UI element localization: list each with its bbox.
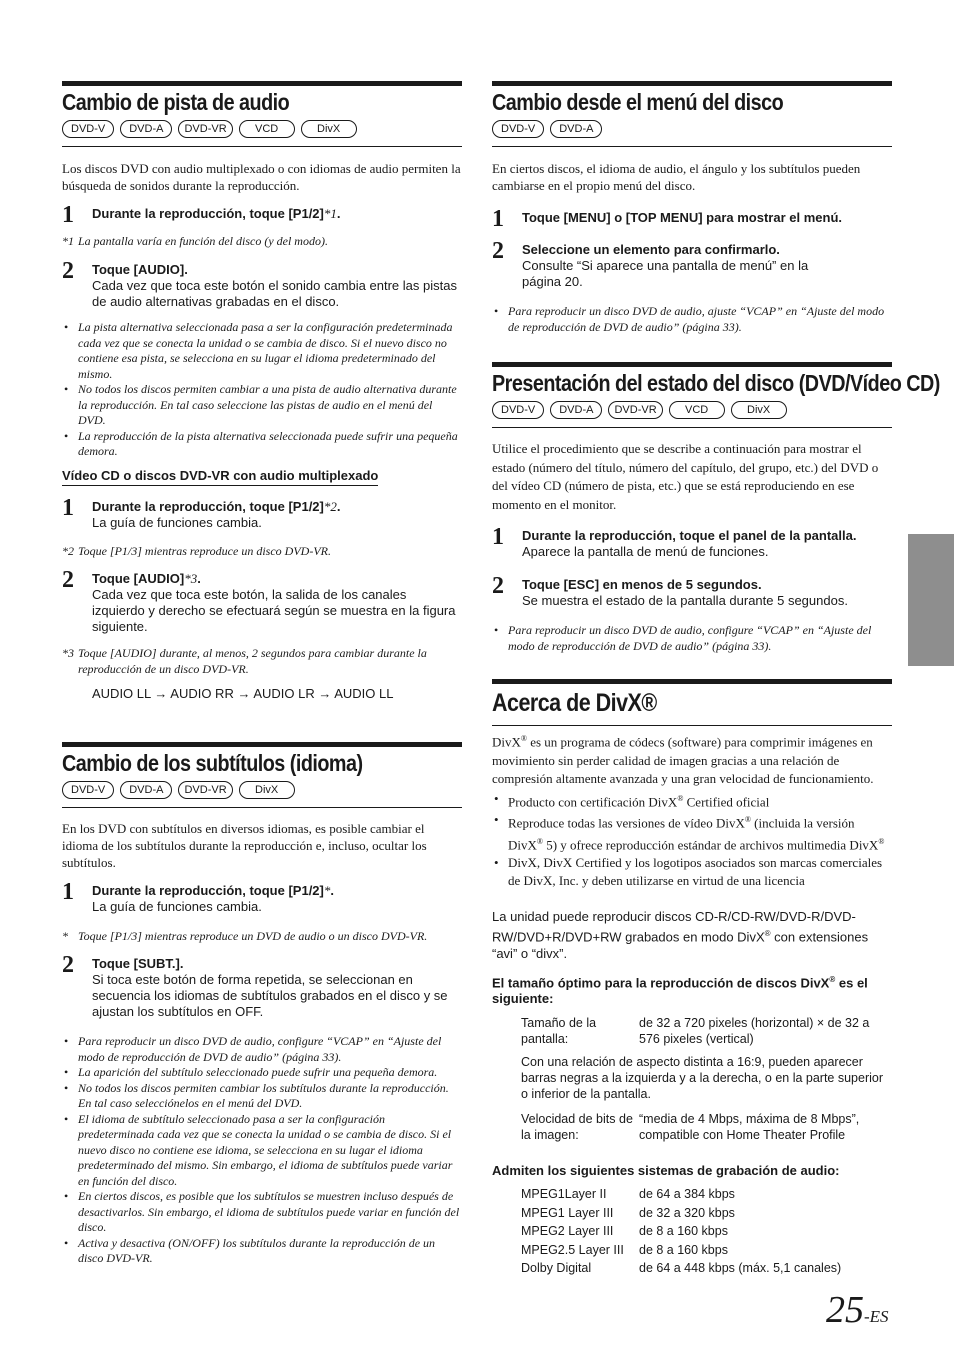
vcd-footnote-2: *2 Toque [P1/3] mientras reproduce un disco DVD-VR. [62,544,331,558]
subs-step-2: 2 Toque [SUBT.]. Si toca este botón de forma repetida, se seleccionan en secuencia los idiomas de subtítulos grabados en el disco y se ajustan los subtítulos en OFF. [62,952,448,1019]
audio-section-header [62,81,462,147]
audio-section-title: Cambio de pista de audio [62,89,290,115]
note-item: • El idioma de subtítulo seleccionado pasa a ser la configuración predeterminada cada vez que se conecta la unidad o se cambia de disco. Si el nuevo disco no contiene ese idioma, se selecciona en su lugar el idioma predeterminado del mismo. Sin embargo, el idioma de subtítulos puede variar en función del disco. [62,1112,462,1190]
feature-item: • Producto con certificación DivX® Certified oficial [492,790,892,811]
p12-button-label: [P1/2] [288,499,324,514]
esc-button-label: [ESC] [563,577,600,592]
subt-button-label: [SUBT.] [133,956,180,971]
divx-size-heading: El tamaño óptimo para la reproducción de discos DivX® es el siguiente: [492,975,868,1007]
divx-playback-info: La unidad puede reproducir discos CD-R/CD-RW/DVD-R/DVD-RW/DVD+R/DVD+RW grabados en modo DivX® con extensiones “avi” o “divx”. [492,909,869,962]
footnote-ref: *3 [184,571,198,586]
subs-footnote: * Toque [P1/3] mientras reproduce un DVD de audio o un disco DVD-VR. [62,929,428,943]
divx-section-header [492,679,892,726]
divx-section-title: Acerca de DivX® [492,689,657,717]
tag-dvd-v: DVD-V [492,401,544,419]
step-number: 1 [492,524,504,550]
tag-dvd-a: DVD-A [550,401,602,419]
status-section-header [492,362,940,428]
step-number: 2 [492,573,504,599]
menu-button-label: [MENU] [563,210,611,225]
audio-channel-sequence: AUDIO LL → AUDIO RR → AUDIO LR → AUDIO LL [92,686,394,701]
divx-features [492,790,892,890]
tag-vcd: VCD [669,401,725,419]
tag-divx: DivX [731,401,787,419]
tag-dvd-a: DVD-A [120,781,172,799]
tag-divx: DivX [301,120,357,138]
note-item: • Para reproducir un disco DVD de audio, configure “VCAP” en “Ajuste del modo de reproducción de DVD de audio” (página 33). [62,1034,462,1065]
status-section-title: Presentación del estado del disco (DVD/Vídeo CD) [492,370,940,396]
tag-dvd-a: DVD-A [550,120,602,138]
vcd-step-1: 1 Durante la reproducción, toque [P1/2]*2. La guía de funciones cambia. [62,495,341,530]
audio-format-row: MPEG1Layer II de 64 a 384 kbps [521,1187,735,1201]
subs-notes [62,1034,462,1267]
audio-format-row: Dolby Digital de 64 a 448 kbps (máx. 5,1 canales) [521,1261,842,1275]
menu-section-title: Cambio desde el menú del disco [492,89,784,115]
audio-intro: Los discos DVD con audio multiplexado o con idiomas de audio permiten la búsqueda de sonidos durante la reproducción. [62,161,461,193]
audio-button-label: [AUDIO] [133,262,185,277]
tag-divx: DivX [239,781,295,799]
divx-intro: DivX® es un programa de códecs (software) para comprimir imágenes en movimiento sin perder calidad de imagen gracias a una relación de compresión altamente avanzada y una gran velocidad de funcionamiento. [492,734,874,787]
subs-disc-tags [62,777,462,807]
vcd-footnote-3: *3 Toque [AUDIO] durante, al menos, 2 segundos para cambiar durante la reproducción de un disco DVD-VR. [62,646,427,676]
note-item: • En ciertos discos, es posible que los subtítulos se muestren incluso después de desactivarlos. Sin embargo, el idioma de subtítulos puede variar en función del disco. [62,1189,462,1236]
spec-row [521,1111,891,1143]
menu-step-1: 1 Toque [MENU] o [TOP MENU] para mostrar el menú. [492,206,843,232]
spec-value: “media de 4 Mbps, máxima de 8 Mbps”, compatible con Home Theater Profile [639,1112,860,1142]
divx-audio-heading: Admiten los siguientes sistemas de grabación de audio: [492,1163,840,1178]
divx-aspect-note: Con una relación de aspecto distinta a 16:9, pueden aparecer barras negras a la izquierda y a la derecha, o en la parte superior o inferior de la pantalla. [521,1055,884,1101]
step-number: 2 [62,952,74,978]
page-number: 25-ES [826,1289,889,1331]
status-notes [492,623,892,654]
note-item: • La reproducción de la pista alternativa seleccionada puede sufrir una pequeña demora. [62,429,462,460]
tag-vcd: VCD [239,120,295,138]
audio-button-label: [AUDIO] [133,571,185,586]
note-item: • La aparición del subtítulo seleccionado puede sufrir una pequeña demora. [62,1065,462,1081]
audio-format-row: MPEG1 Layer III de 32 a 320 kbps [521,1205,735,1220]
step-number: 2 [492,238,504,264]
top-menu-button-label: [TOP MENU] [625,210,703,225]
vcd-step-2: 2 Toque [AUDIO]*3. Cada vez que toca este botón, la salida de los canales izquierdo y derecho se efectuará según se muestra en la figura siguiente. [62,567,456,634]
note-item: • No todos los discos permiten cambiar a una pista de audio alternativa durante la reproducción. En tal caso seleccione las pistas de audio en el menú del DVD. [62,382,462,429]
tag-dvd-vr: DVD-VR [608,401,662,419]
step-number: 1 [62,879,74,905]
p12-button-label: [P1/2] [288,206,324,221]
audio-format-row: MPEG2 Layer III de 8 a 160 kbps [521,1224,728,1238]
tag-dvd-a: DVD-A [120,120,172,138]
spec-label: Tamaño de la pantalla: [521,1016,597,1046]
footnote-ref: * [323,883,331,898]
divx-size-table [521,1015,891,1047]
note-item: • Activa y desactiva (ON/OFF) los subtítulos durante la reproducción de un disco DVD-VR. [62,1236,462,1267]
step-number: 2 [62,567,74,593]
note-item: • La pista alternativa seleccionada pasa a ser la configuración predeterminada cada vez que se conecta la unidad o se cambia de disco. Si el nuevo disco no contiene esa pista, se selecciona en su lugar el idioma predeterminado del mismo. [62,320,462,382]
audio-footnote-1: *1 La pantalla varía en función del disco (y del modo). [62,234,328,248]
language-suffix: -ES [864,1307,889,1326]
tag-dvd-v: DVD-V [492,120,544,138]
footnote-ref: *2 [323,499,337,514]
registered-mark: ® [641,689,657,717]
note-item: • Para reproducir un disco DVD de audio, configure “VCAP” en “Ajuste del modo de reproducción de DVD de audio” (página 33). [492,623,892,654]
spec-value: de 32 a 720 pixeles (horizontal) × de 32 a 576 pixeles (vertical) [639,1016,870,1046]
audio-format-row: MPEG2.5 Layer III de 8 a 160 kbps [521,1242,728,1257]
subs-step-1: 1 Durante la reproducción, toque [P1/2]*. La guía de funciones cambia. [62,879,334,914]
status-step-2: 2 Toque [ESC] en menos de 5 segundos. Se muestra el estado de la pantalla durante 5 segundos. [492,573,848,608]
menu-step-2: 2 Seleccione un elemento para confirmarlo. Consulte “Si aparece una pantalla de menú” en la página 20. [492,238,809,289]
divx-bitrate-table [521,1111,891,1143]
tag-dvd-v: DVD-V [62,120,114,138]
status-intro: Utilice el procedimiento que se describe a continuación para mostrar el estado (número del título, número del capítulo, del grupo, etc.) del DVD o del vídeo CD (número de pista, etc.) que se está reproduciendo en ese momento en el monitor. [492,441,879,512]
chapter-tab-marker [908,534,954,666]
step-number: 1 [62,495,74,521]
menu-notes [492,304,892,335]
p12-button-label: [P1/2] [288,883,324,898]
tag-dvd-vr: DVD-VR [178,781,232,799]
audio-disc-tags [62,116,462,146]
status-disc-tags [492,397,892,427]
menu-intro: En ciertos discos, el idioma de audio, el ángulo y los subtítulos pueden cambiarse en el propio menú del disco. [492,161,861,193]
vcd-subheading: Vídeo CD o discos DVD-VR con audio multiplexado [62,468,378,486]
tag-dvd-v: DVD-V [62,781,114,799]
feature-item: • Reproduce todas las versiones de vídeo DivX® (incluida la versión DivX® 5) y ofrece reproducción estándar de archivos multimedia DivX® [492,811,892,854]
subs-section-title: Cambio de los subtítulos (idioma) [62,750,363,776]
menu-section-header [492,81,892,147]
step-number: 1 [62,202,74,228]
feature-item: • DivX, DivX Certified y los logotipos asociados son marcas comerciales de DivX, Inc. y deben utilizarse en virtud de una licencia [492,854,892,890]
divx-audio-table [521,1185,891,1278]
step-number: 1 [492,206,504,232]
subs-section-header [62,742,462,808]
audio-notes [62,320,462,460]
status-step-1: 1 Durante la reproducción, toque el panel de la pantalla. Aparece la pantalla de menú de funciones. [492,524,857,559]
note-item: • Para reproducir un disco DVD de audio, ajuste “VCAP” en “Ajuste del modo de reproducción de DVD de audio” (página 33). [492,304,892,335]
subs-intro: En los DVD con subtítulos en diversos idiomas, es posible cambiar el idioma de los subtítulos durante la reproducción e, incluso, ocultar los subtítulos. [62,821,427,870]
audio-step-2: 2 Toque [AUDIO]. Cada vez que toca este botón el sonido cambia entre las pistas de audio alternativas grabadas en el disco. [62,258,457,309]
spec-row [521,1015,891,1047]
menu-disc-tags [492,116,892,146]
audio-step-1: 1 Durante la reproducción, toque [P1/2]*1. [62,202,341,228]
tag-dvd-vr: DVD-VR [178,120,232,138]
footnote-ref: *1 [323,206,337,221]
step-number: 2 [62,258,74,284]
note-item: • No todos los discos permiten cambiar los subtítulos durante la reproducción. En tal caso selecciónelos en el menú del DVD. [62,1081,462,1112]
spec-label: Velocidad de bits de la imagen: [521,1112,633,1142]
